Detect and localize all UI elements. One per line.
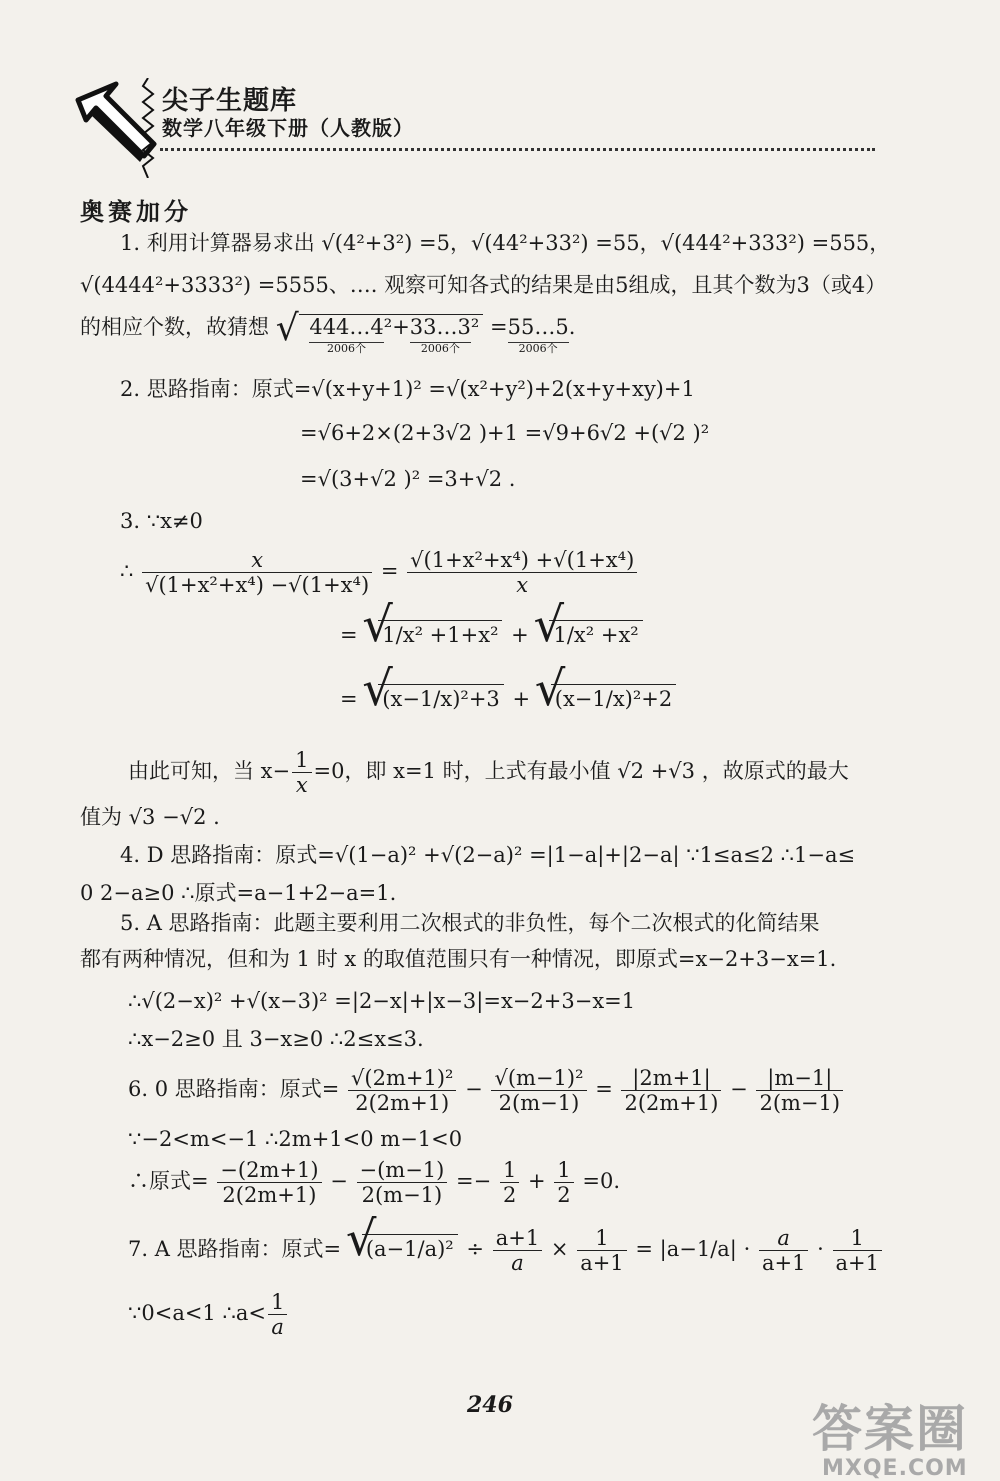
sqrt: √ (a−1/a)² — [348, 1234, 458, 1264]
problem-2-line-2: =√6+2×(2+3√2 )+1 =√9+6√2 +(√2 )² — [300, 421, 710, 445]
fraction: $\frac{a+1}{a}$ — [493, 1226, 542, 1275]
problem-3-line-6: 值为 √3 −√2 . — [80, 805, 220, 829]
problem-3-line-1: 3. ∵x≠0 — [120, 509, 203, 533]
problem-3-line-5: 由此可知，当 x− $\frac{1}{x}$ =0，即 x=1 时，上式有最小值 √2 +√3 ，故原式的最大 — [128, 748, 849, 797]
fraction: $\frac{a}{a+1}$ — [759, 1226, 808, 1275]
problem-5-line-2: 都有两种情况，但和为 1 时 x 的取值范围只有一种情况，即原式=x−2+3−x=1. — [80, 947, 837, 971]
header-dotted-rule — [160, 148, 875, 151]
fraction: $\frac{1}{a+1}$ — [577, 1226, 626, 1275]
fraction: $\frac{\text{√(1+x²+x⁴) +√(1+x⁴)}}{x}$ — [407, 548, 637, 597]
problem-1-line-3: 的相应个数，故猜想 √ 444…4 2006个 ²+33…3 2006个 ² =55…5 2006个 . — [80, 308, 576, 355]
problem-1-line-1: 1. 利用计算器易求出 √(4²+3²) =5，√(44²+33²) =55，√(444²+333²) =555， — [120, 231, 891, 255]
problem-2-line-1: 2. 思路指南：原式=√(x+y+1)² =√(x²+y²)+2(x+y+xy)+1 — [120, 377, 695, 401]
fraction: $\frac{-(2m+1)}{2(2m+1)}$ — [217, 1158, 321, 1207]
problem-1-text: 的相应个数，故猜想 — [80, 315, 269, 339]
problem-5-line-1: 5. A 思路指南：此题主要利用二次根式的非负性，每个二次根式的化简结果 — [120, 911, 820, 935]
sqrt: √ (x−1/x)²+3 — [364, 684, 503, 714]
problem-3-line-4: = √ (x−1/x)²+3 + √ (x−1/x)²+2 — [340, 684, 678, 714]
watermark — [812, 1402, 968, 1481]
fraction: $\frac{1}{x}$ — [292, 748, 311, 797]
problem-7-line-1: 7. A 思路指南：原式= √ (a−1/a)² ÷ $\frac{a+1}{a}$ × $\frac{1}{a+1}$ = |a−1/a| · $\frac{a}{a+1}$ · $\frac{1}{a+1}$ — [128, 1226, 884, 1275]
sqrt: √ 1/x² +x² — [535, 620, 642, 650]
brace-4s: 444…4 2006个 — [309, 315, 384, 355]
watermark-site: MXQE.COM — [822, 1456, 968, 1481]
problem-5-line-4: ∴x−2≥0 且 3−x≥0 ∴2≤x≤3. — [128, 1027, 424, 1051]
problem-5-line-3: ∴√(2−x)² +√(x−3)² =|2−x|+|x−3|=x−2+3−x=1 — [128, 989, 636, 1013]
fraction: $\frac{-(m-1)}{2(m-1)}$ — [357, 1158, 448, 1207]
problem-6-line-1: 6. 0 思路指南：原式= $\frac{\text{√(2m+1)²}}{2(2m+1)}$ − $\frac{\text{√(m−1)²}}{2(m-1)}$ = $\frac{|2m+1|}{2(2m+1)}$ − $\frac{|m-1|}{2(m-1)}$ — [128, 1066, 845, 1115]
problem-4-line-2: 0 2−a≥0 ∴原式=a−1+2−a=1. — [80, 881, 397, 905]
page-number: 246 — [467, 1392, 513, 1418]
fraction: $\frac{\text{√(2m+1)²}}{2(2m+1)}$ — [348, 1066, 456, 1115]
book-title: 尖子生题库 — [162, 86, 298, 116]
watermark-logo: 答案圈 — [812, 1400, 968, 1458]
sqrt: √ 1/x² +1+x² — [364, 620, 502, 650]
problem-3-line-3: = √ 1/x² +1+x² + √ 1/x² +x² — [340, 620, 645, 650]
fraction: $\frac{1}{a+1}$ — [833, 1226, 882, 1275]
problem-7-line-2: ∵0<a<1 ∴a< $\frac{1}{a}$ — [128, 1290, 289, 1339]
fraction: $\frac{1}{2}$ — [500, 1158, 519, 1207]
sqrt: √ (x−1/x)²+2 — [537, 684, 676, 714]
zigzag-divider-icon — [140, 78, 156, 178]
fraction: $\frac{\text{√(m−1)²}}{2(m-1)}$ — [491, 1066, 586, 1115]
fraction: $\frac{|m-1|}{2(m-1)}$ — [756, 1066, 843, 1115]
problem-6-line-3: ∴原式= $\frac{-(2m+1)}{2(2m+1)}$ − $\frac{-(m-1)}{2(m-1)}$ =− $\frac{1}{2}$ + $\frac{1}{2}$ =0. — [128, 1158, 620, 1207]
section-title: 奥赛加分 — [80, 198, 192, 226]
problem-1-line-2: √(4444²+3333²) =5555、…. 观察可知各式的结果是由5组成，且其个数为3（或4） — [80, 273, 887, 297]
fraction: $\frac{1}{2}$ — [554, 1158, 573, 1207]
brace-5s: 55…5 2006个 — [507, 315, 569, 355]
problem-2-line-3: =√(3+√2 )² =3+√2 . — [300, 467, 516, 491]
problem-3-line-2: ∴ $\frac{x}{\text{√(1+x²+x⁴) −√(1+x⁴)}}$ = $\frac{\text{√(1+x²+x⁴) +√(1+x⁴)}}{x}$ — [120, 548, 639, 597]
fraction: $\frac{x}{\text{√(1+x²+x⁴) −√(1+x⁴)}}$ — [142, 548, 372, 597]
fraction: $\frac{1}{a}$ — [268, 1290, 287, 1339]
absolute-value: |a−1/a| — [659, 1237, 737, 1261]
problem-4-line-1: 4. D 思路指南：原式=√(1−a)² +√(2−a)² =|1−a|+|2−a| ∵1≤a≤2 ∴1−a≤ — [120, 843, 856, 867]
fraction: $\frac{|2m+1|}{2(2m+1)}$ — [621, 1066, 721, 1115]
book-subtitle: 数学八年级下册（人教版） — [162, 116, 414, 140]
problem-6-line-2: ∵−2<m<−1 ∴2m+1<0 m−1<0 — [128, 1127, 463, 1151]
brace-3s: 33…3 2006个 — [409, 315, 471, 355]
